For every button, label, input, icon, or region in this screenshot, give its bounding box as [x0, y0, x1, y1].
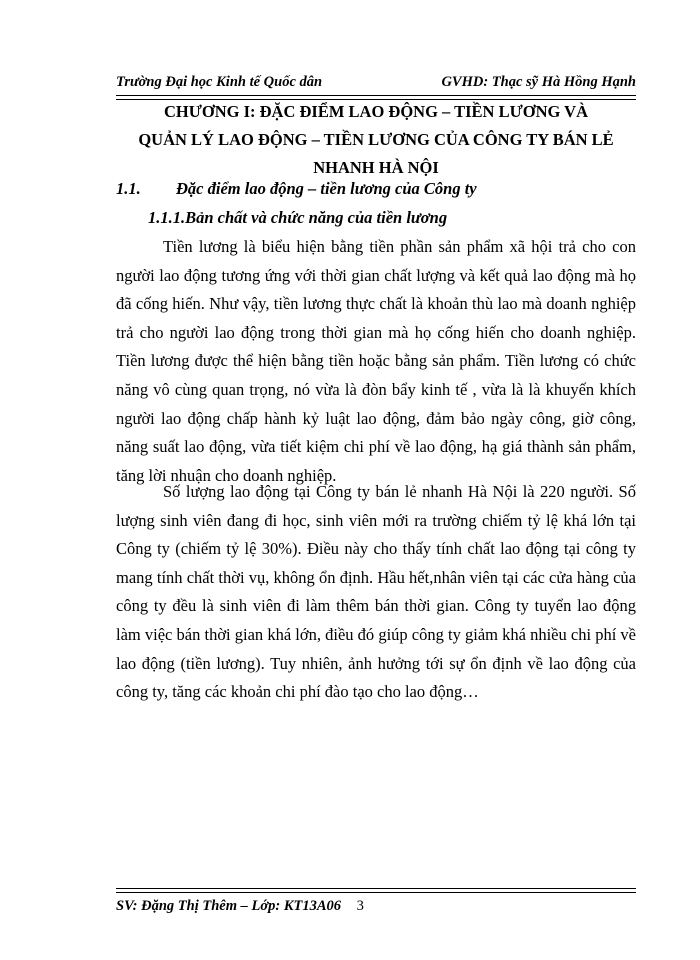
header-school: Trường Đại học Kinh tế Quốc dân [116, 74, 323, 90]
section-number: 1.1. [116, 179, 141, 198]
page-number: 3 [356, 898, 364, 914]
header-advisor: GVHD: Thạc sỹ Hà Hồng Hạnh [441, 74, 636, 90]
chapter-title [116, 98, 636, 182]
subsection-heading: 1.1.1.Bản chất và chức năng của tiền lương [148, 208, 448, 227]
footer-student: SV: Đặng Thị Thêm – Lớp: KT13A06 [116, 898, 342, 914]
chapter-title-line-2: QUẢN LÝ LAO ĐỘNG – TIỀN LƯƠNG CỦA CÔNG TY BÁN LẺ [138, 130, 614, 149]
chapter-title-line-3: NHANH HÀ NỘI [313, 158, 439, 177]
page-header [116, 74, 636, 94]
chapter-title-line-1: CHƯƠNG I: ĐẶC ĐIỂM LAO ĐỘNG – TIỀN LƯƠNG VÀ [164, 102, 588, 121]
body-paragraph-2: Số lượng lao động tại Công ty bán lẻ nhanh Hà Nội là 220 người. Số lượng sinh viên đang đi học, sinh viên mới ra trường chiếm tỷ lệ khá lớn tại Công ty (chiếm tỷ lệ 30%). Điều này cho thấy tính chất lao động tại công ty mang tính chất thời vụ, không ổn định. Hầu hết,nhân viên tại các cửa hàng của công ty đều là sinh viên đi làm thêm bán thời gian. Công ty tuyển lao động làm việc bán thời gian khá lớn, điều đó giúp công ty giảm khá nhiều chi phí về lao động (tiền lương). Tuy nhiên, ảnh hưởng tới sự ổn định về lao động của công ty, tăng các khoản chi phí đào tạo cho lao động… [116, 482, 636, 702]
body-paragraph-1: Tiền lương là biểu hiện bằng tiền phần sản phẩm xã hội trả cho con người lao động tương ứng với thời gian chất lượng và kết quả lao động mà họ đã cống hiến. Như vậy, tiền lương thực chất là khoản thù lao mà doanh nghiệp trả cho người lao động trong thời gian mà họ cống hiến cho doanh nghiệp. Tiền lương được thể hiện bằng tiền hoặc bằng sản phẩm. Tiền lương có chức năng vô cùng quan trọng, nó vừa là đòn bẩy kinh tế , vừa là là khuyến khích người lao động chấp hành kỷ luật lao động, đảm bảo ngày công, giờ công, năng suất lao động, vừa tiết kiệm chi phí về lao động, hạ giá thành sản phẩm, tăng lời nhuận cho doanh nghiệp. [116, 237, 636, 485]
section-title: Đặc điểm lao động – tiền lương của Công ty [176, 179, 477, 198]
page-footer [116, 898, 364, 915]
footer-divider [116, 888, 636, 893]
